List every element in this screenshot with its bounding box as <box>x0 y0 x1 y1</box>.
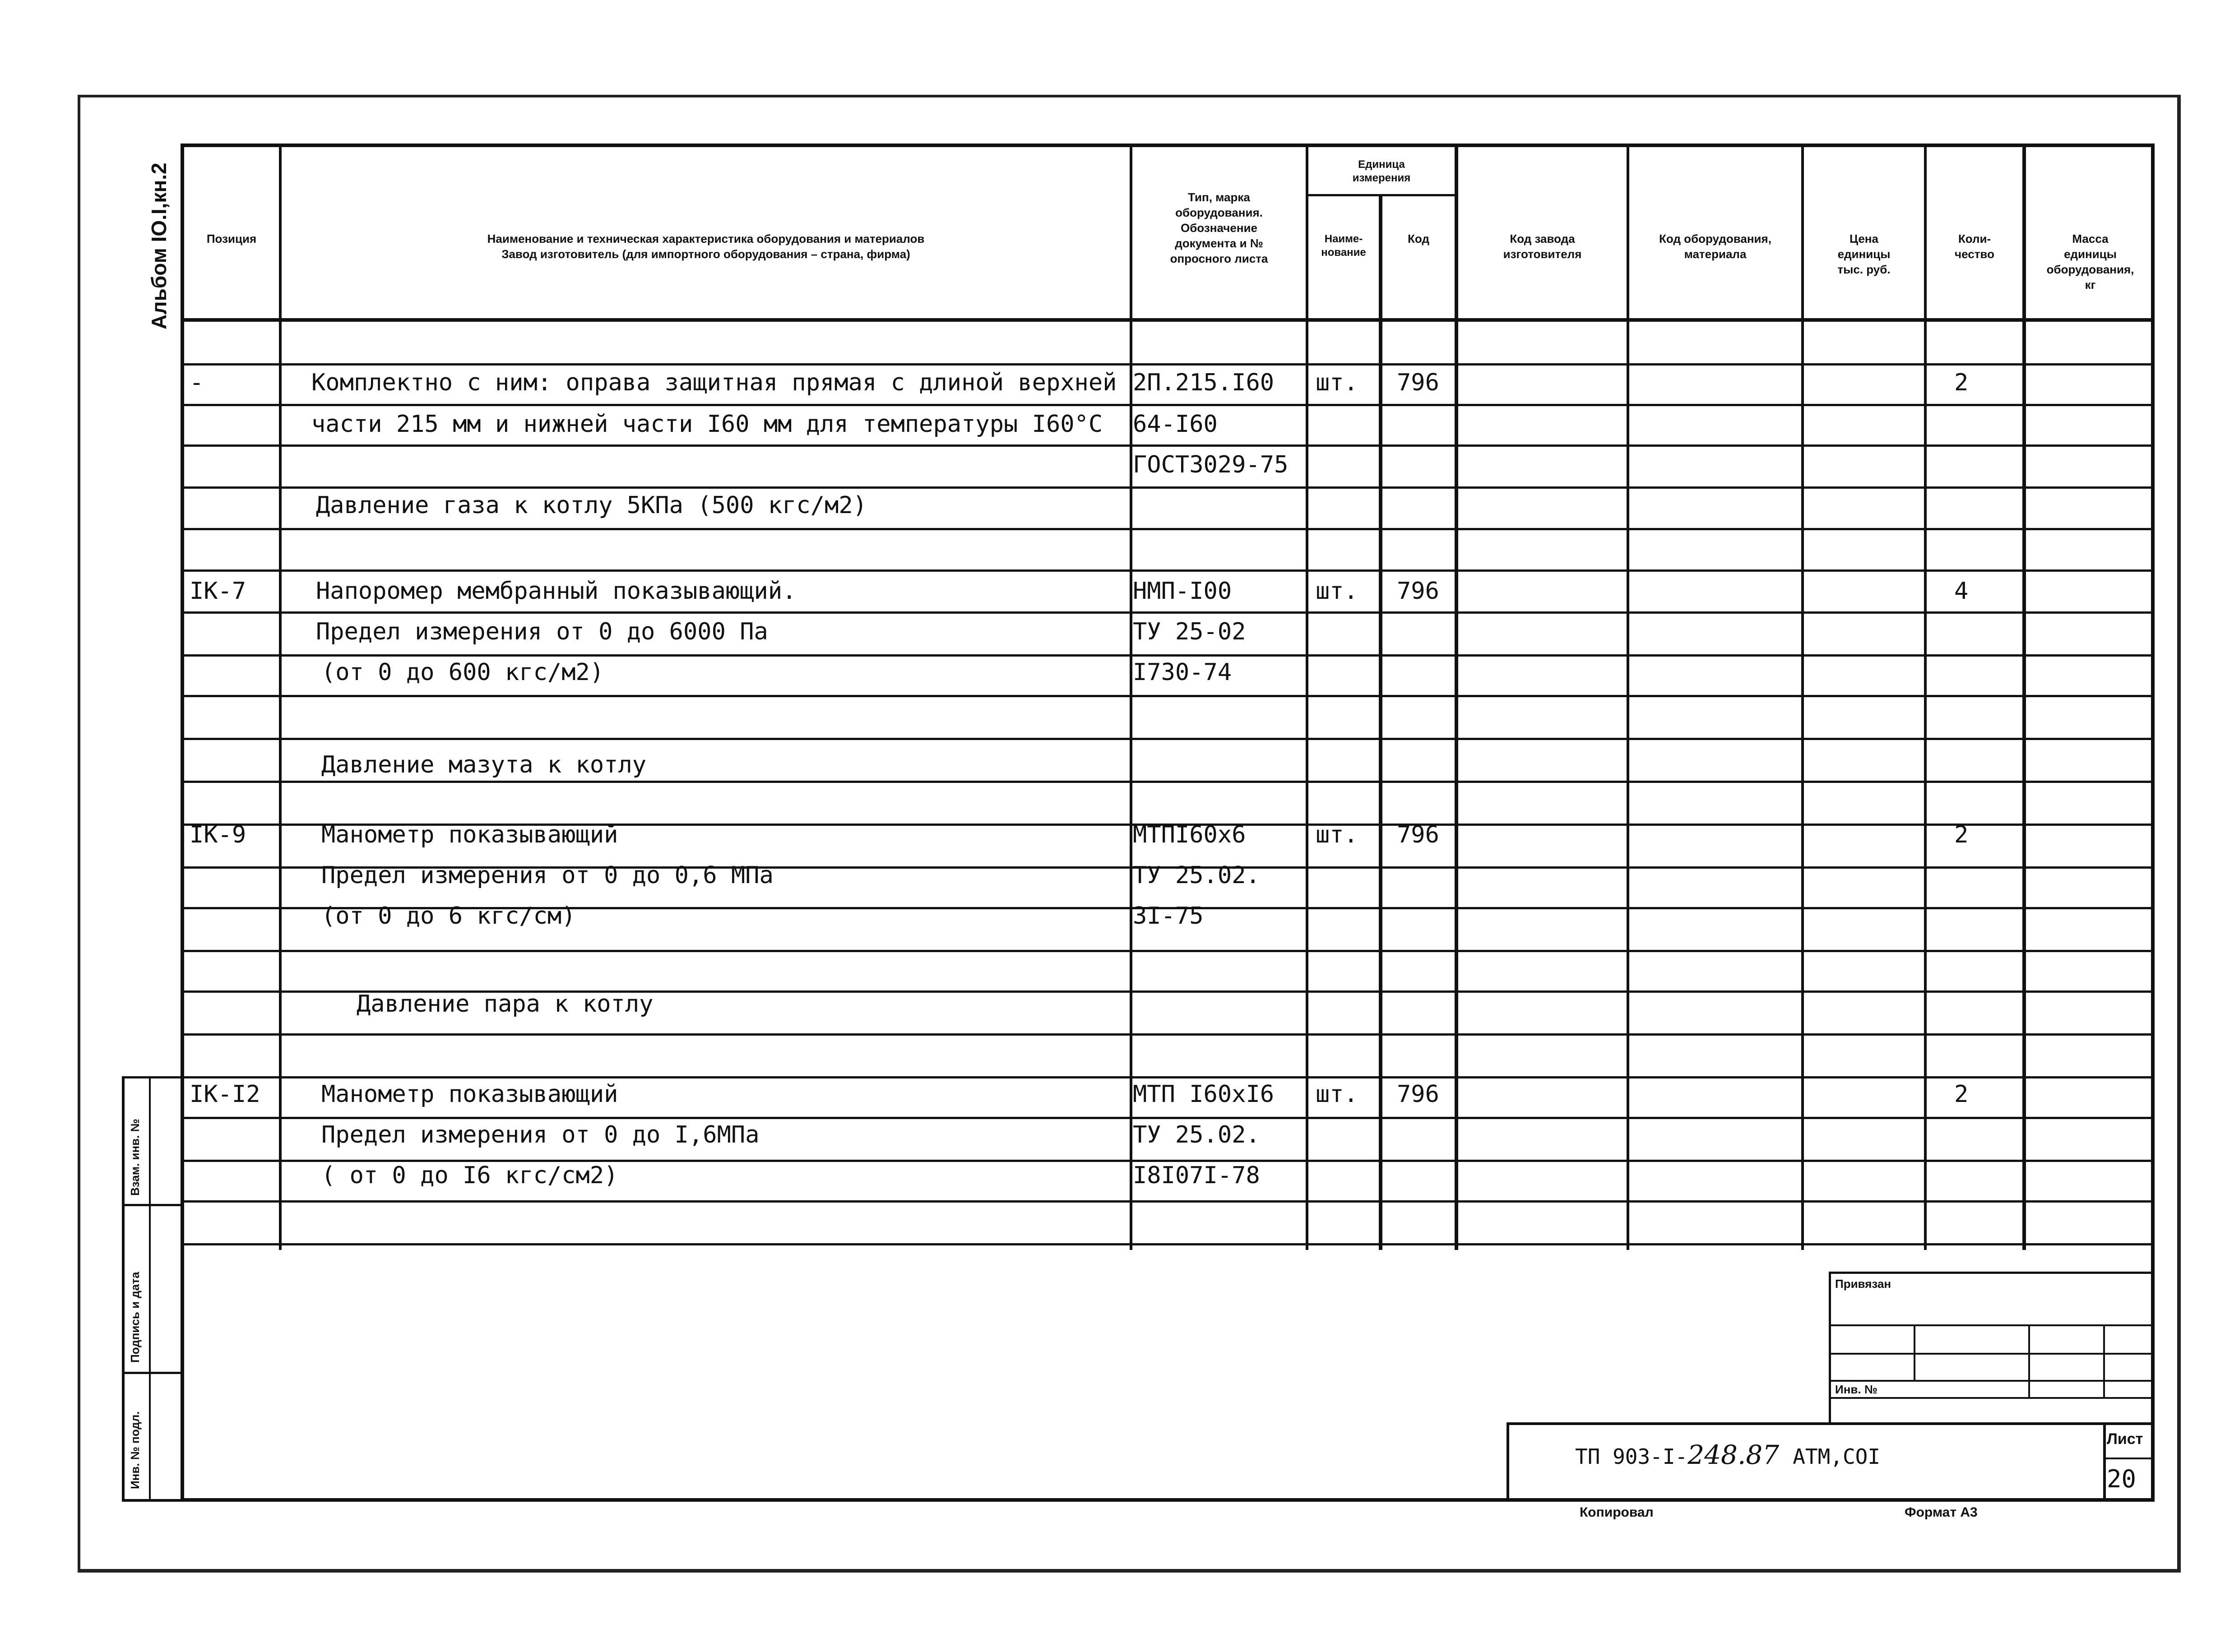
header-position: Позиция <box>206 232 257 245</box>
side-label-inv: Инв. № подл. <box>128 1411 142 1489</box>
stamp-list-div <box>2103 1458 2155 1459</box>
footer-kopiroval: Копировал <box>1580 1505 1654 1520</box>
row-unit-name: шт. <box>1316 369 1358 396</box>
row-unit-code: 796 <box>1397 369 1439 396</box>
row-type-mark: МТП I60хI6 <box>1133 1081 1275 1108</box>
row-name: Давление пара к котлу <box>357 990 654 1018</box>
stamp-doc-top <box>1507 1422 2155 1425</box>
stamp-vline-a <box>1914 1324 1915 1381</box>
row-position: IК-I2 <box>190 1081 260 1108</box>
row-type-mark: 64-I60 <box>1133 411 1218 438</box>
header-unit-group: Единица измерения <box>1352 158 1411 184</box>
row-type-mark: НМП-I00 <box>1133 578 1232 605</box>
row-name: Предел измерения от 0 до 6000 Па <box>316 618 768 645</box>
doc-prefix: ТП 903-I- <box>1575 1444 1688 1469</box>
row-rule <box>182 486 2155 489</box>
row-rule <box>182 1243 2155 1245</box>
stamp-privyazan: Привязан <box>1835 1277 1891 1291</box>
stamp-vline-c <box>2103 1324 2105 1398</box>
table-left-border <box>181 143 184 1502</box>
row-name: части 215 мм и нижней части I60 мм для температуры I60°С <box>311 411 1103 438</box>
row-name: Предел измерения от 0 до 0,6 МПа <box>321 862 774 889</box>
row-rule <box>182 363 2155 366</box>
row-rule <box>182 1033 2155 1036</box>
row-name: Манометр показывающий <box>321 1081 618 1108</box>
row-type-mark: 3I-75 <box>1133 902 1204 930</box>
row-rule <box>182 528 2155 530</box>
row-name: Предел измерения от 0 до I,6МПа <box>321 1121 760 1148</box>
row-rule <box>182 950 2155 952</box>
header-equipment-code: Код оборудования, материала <box>1659 232 1771 261</box>
row-position: IК-7 <box>190 578 246 605</box>
row-rule <box>182 1076 2155 1078</box>
row-type-mark: 2П.215.I60 <box>1133 369 1275 396</box>
stamp-inv-no: Инв. № <box>1835 1383 1877 1396</box>
stamp-line-3 <box>1829 1380 2155 1382</box>
row-name: Давление мазута к котлу <box>321 751 647 778</box>
stamp-document-code <box>1575 1439 1880 1470</box>
row-type-mark: ГОСТ3029-75 <box>1133 451 1289 478</box>
side-strip-div1 <box>122 1204 182 1206</box>
stamp-line-4 <box>1829 1397 2155 1399</box>
row-type-mark: I8I07I-78 <box>1133 1162 1260 1189</box>
row-rule <box>182 738 2155 740</box>
header-factory-code: Код завода изготовителя <box>1503 232 1582 261</box>
doc-suffix: АТМ,СОI <box>1793 1444 1881 1469</box>
side-strip-div2 <box>122 1372 182 1374</box>
row-rule <box>182 404 2155 406</box>
row-rule <box>182 781 2155 783</box>
header-type-mark: Тип, марка оборудования. Обозначение документа и № опросного листа <box>1170 190 1268 265</box>
row-quantity: 2 <box>1954 821 1969 848</box>
stamp-privyazan-top <box>1829 1272 2155 1274</box>
row-rule <box>182 569 2155 572</box>
row-rule <box>182 1117 2155 1119</box>
side-label-vzam: Взам. инв. № <box>128 1119 142 1196</box>
row-name: (от 0 до 6 кгс/см) <box>321 902 576 930</box>
row-rule <box>182 444 2155 447</box>
row-quantity: 4 <box>1954 578 1969 605</box>
header-unit-code: Код <box>1408 232 1429 245</box>
header-mass: Масса единицы оборудования, кг <box>2046 232 2134 292</box>
stamp-list-label: Лист <box>2107 1430 2143 1448</box>
stamp-doc-left <box>1507 1422 1509 1502</box>
stamp-list-number: 20 <box>2107 1465 2137 1493</box>
row-name: Комплектно с ним: оправа защитная прямая с длиной верхней <box>311 369 1117 396</box>
row-type-mark: ТУ 25.02. <box>1133 1121 1260 1148</box>
row-type-mark: I730-74 <box>1133 659 1232 686</box>
header-name-text: Наименование и техническая характеристика оборудования и материалов Завод изготовитель (для импортного оборудования – страна, фирма) <box>487 232 925 261</box>
row-rule <box>182 695 2155 697</box>
row-unit-code: 796 <box>1397 821 1439 848</box>
row-rule <box>182 654 2155 657</box>
row-rule <box>182 1200 2155 1203</box>
row-name: Напоромер мембранный показывающий. <box>316 578 797 605</box>
unit-group-line <box>1306 194 1457 196</box>
row-name: Манометр показывающий <box>321 821 618 848</box>
header-quantity: Коли- чество <box>1955 232 1994 261</box>
row-type-mark: ТУ 25-02 <box>1133 618 1246 645</box>
album-label <box>122 149 172 338</box>
side-strip-top <box>122 1076 182 1078</box>
side-strip-mid <box>149 1076 151 1502</box>
header-bottom-line <box>182 318 2155 322</box>
row-name: ( от 0 до I6 кгс/см2) <box>321 1162 618 1189</box>
row-rule <box>182 611 2155 614</box>
row-position: IК-9 <box>190 821 246 848</box>
col-line-4 <box>1379 194 1382 1250</box>
stamp-privyazan-left <box>1829 1272 1831 1425</box>
header-price: Цена единицы тыс. руб. <box>1837 232 1891 276</box>
album-label-text: Альбом IO.I,кн.2 <box>147 162 171 329</box>
row-name: (от 0 до 600 кгс/м2) <box>321 659 604 686</box>
side-strip-left <box>122 1076 125 1502</box>
stamp-line-1 <box>1829 1324 2155 1326</box>
side-strip-bottom <box>122 1499 182 1502</box>
row-unit-code: 796 <box>1397 578 1439 605</box>
header-unit-name: Наиме- нование <box>1321 233 1366 259</box>
row-unit-code: 796 <box>1397 1081 1439 1108</box>
row-type-mark: ТУ 25.02. <box>1133 862 1260 889</box>
footer-format: Формат А3 <box>1905 1505 1978 1520</box>
row-unit-name: шт. <box>1316 578 1358 605</box>
stamp-line-2 <box>1829 1353 2155 1355</box>
row-position: - <box>190 369 204 396</box>
row-quantity: 2 <box>1954 1081 1969 1108</box>
row-unit-name: шт. <box>1316 821 1358 848</box>
stamp-vline-b <box>2028 1324 2030 1398</box>
row-unit-name: шт. <box>1316 1081 1358 1108</box>
header-name <box>282 231 1130 262</box>
row-type-mark: МТПI60х6 <box>1133 821 1246 848</box>
doc-handwritten: 248.87 <box>1687 1439 1780 1470</box>
row-quantity: 2 <box>1954 369 1969 396</box>
side-label-podpis: Подпись и дата <box>128 1272 142 1363</box>
stamp-list-left <box>2103 1422 2106 1502</box>
row-name: Давление газа к котлу 5КПа (500 кгс/м2) <box>316 492 867 519</box>
